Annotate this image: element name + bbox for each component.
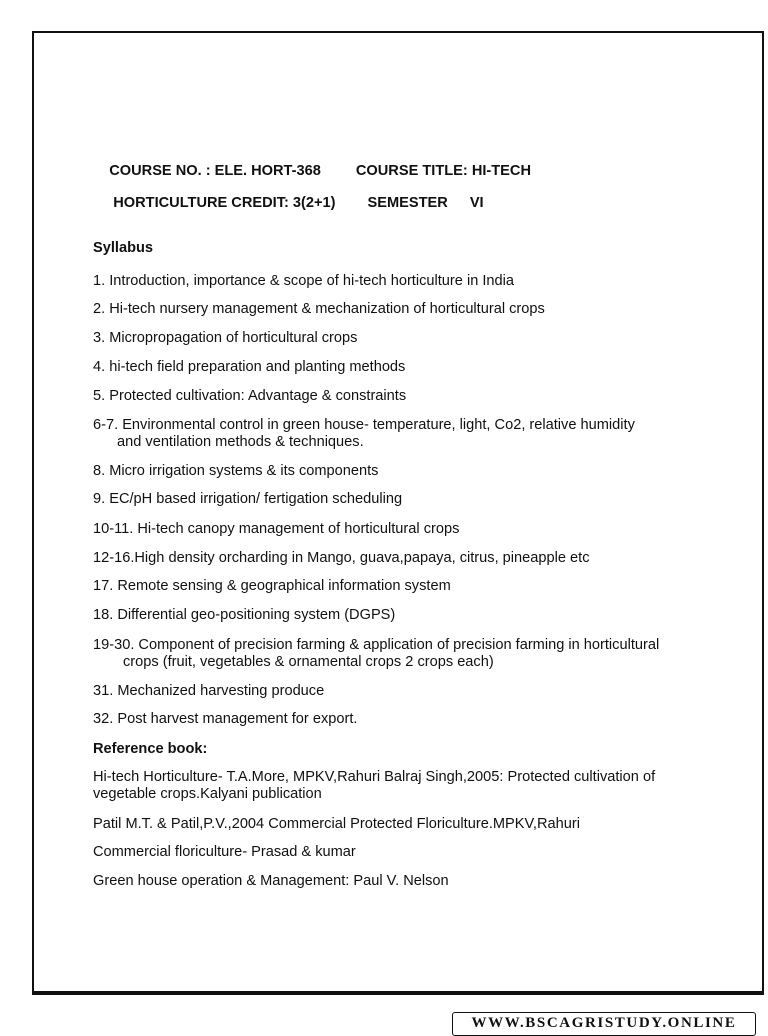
- syllabus-item: 32. Post harvest management for export.: [93, 711, 358, 727]
- syllabus-item: 31. Mechanized harvesting produce: [93, 683, 325, 699]
- course-credit: HORTICULTURE CREDIT: 3(2+1): [113, 195, 336, 211]
- syllabus-item: 19-30. Component of precision farming & application of precision farming in horticultural crops (fruit, vegetables & ornamental crops 2 crops each): [93, 637, 660, 670]
- course-title: COURSE TITLE: HI-TECH: [355, 163, 531, 179]
- course-header-line-2: [97, 178, 484, 229]
- reference-item: Patil M.T. & Patil,P.V.,2004 Commercial Protected Floriculture.MPKV,Rahuri: [93, 816, 580, 832]
- reference-item: Hi-tech Horticulture- T.A.More, MPKV,Rahuri Balraj Singh,2005: Protected cultivation of vegetable crops.Kalyani publication: [93, 769, 656, 802]
- syllabus-item: 5. Protected cultivation: Advantage & constraints: [93, 388, 407, 404]
- reference-item: Commercial floriculture- Prasad & kumar: [93, 844, 356, 860]
- semester-label: SEMESTER: [367, 195, 448, 211]
- syllabus-item: 4. hi-tech field preparation and planting methods: [93, 359, 406, 375]
- syllabus-item: 10-11. Hi-tech canopy management of horticultural crops: [93, 521, 460, 537]
- syllabus-item: 9. EC/pH based irrigation/ fertigation scheduling: [93, 491, 403, 507]
- syllabus-item: 18. Differential geo-positioning system (DGPS): [93, 607, 396, 623]
- course-number: COURSE NO. : ELE. HORT-368: [109, 163, 321, 179]
- reference-item: Green house operation & Management: Paul V. Nelson: [93, 873, 449, 889]
- syllabus-item: 12-16.High density orcharding in Mango, guava,papaya, citrus, pineapple etc: [93, 550, 590, 566]
- semester-value: VI: [469, 195, 484, 211]
- syllabus-item: 1. Introduction, importance & scope of hi-tech horticulture in India: [93, 273, 515, 289]
- syllabus-item: 8. Micro irrigation systems & its components: [93, 463, 379, 479]
- syllabus-title: Syllabus: [93, 240, 154, 256]
- syllabus-item: 2. Hi-tech nursery management & mechanization of horticultural crops: [93, 301, 545, 317]
- site-watermark: WWW.BSCAGRISTUDY.ONLINE: [452, 1012, 756, 1036]
- footer-rule: [32, 993, 764, 995]
- syllabus-item: 6-7. Environmental control in green house- temperature, light, Co2, relative humidity and ventilation methods & techniques.: [93, 417, 635, 450]
- reference-title: Reference book:: [93, 741, 208, 757]
- syllabus-item: 17. Remote sensing & geographical information system: [93, 578, 451, 594]
- syllabus-item: 3. Micropropagation of horticultural crops: [93, 330, 358, 346]
